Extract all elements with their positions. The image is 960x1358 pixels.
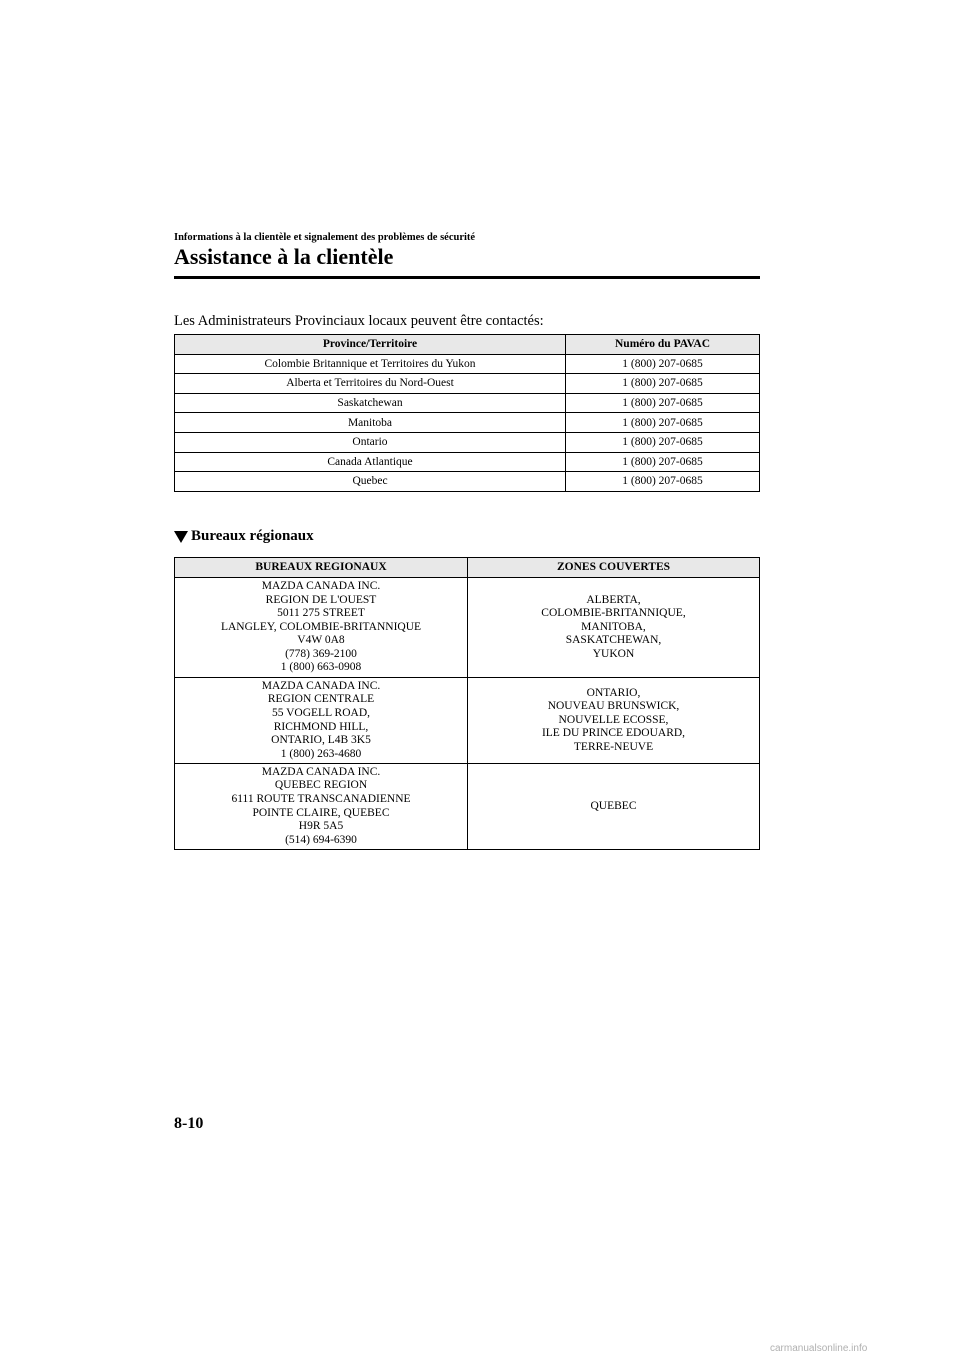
phone-cell: 1 (800) 207-0685: [566, 354, 760, 374]
province-cell: Quebec: [175, 472, 566, 492]
office-line: (514) 694-6390: [285, 833, 357, 846]
column-header-pavac: Numéro du PAVAC: [566, 335, 760, 355]
zone-line: SASKATCHEWAN,: [565, 634, 662, 647]
zone-line: ALBERTA,: [586, 593, 641, 606]
footer-watermark: carmanualsonline.info: [770, 1343, 868, 1354]
regional-table-header: [175, 558, 760, 578]
phone-cell: 1 (800) 207-0685: [566, 374, 760, 394]
province-cell: Alberta et Territoires du Nord-Ouest: [175, 374, 566, 394]
phone-cell: 1 (800) 207-0685: [566, 413, 760, 433]
office-line: H9R 5A5: [298, 820, 344, 833]
zone-line: NOUVELLE ECOSSE,: [558, 713, 669, 726]
table-row: [175, 393, 760, 413]
section-heading-text: Bureaux régionaux: [191, 528, 314, 544]
zones-cell: [468, 578, 760, 678]
office-line: LANGLEY, COLOMBIE-BRITANNIQUE: [220, 620, 422, 633]
column-header-offices: BUREAUX REGIONAUX: [175, 558, 468, 578]
table-row: [175, 678, 760, 764]
pavac-table: [174, 334, 760, 492]
office-line: (778) 369-2100: [285, 647, 357, 660]
office-cell: [175, 764, 468, 850]
office-line: REGION CENTRALE: [267, 693, 375, 706]
office-cell: [175, 678, 468, 764]
zone-line: NOUVEAU BRUNSWICK,: [547, 700, 680, 713]
page-number: 8-10: [174, 1115, 204, 1132]
office-line: 6111 ROUTE TRANSCANADIENNE: [231, 792, 411, 805]
page-title: Assistance à la clientèle: [174, 244, 394, 269]
office-line: MAZDA CANADA INC.: [261, 579, 381, 592]
table-row: [175, 452, 760, 472]
province-cell: Ontario: [175, 432, 566, 452]
phone-cell: 1 (800) 207-0685: [566, 432, 760, 452]
intro-text: Les Administrateurs Provinciaux locaux peuvent être contactés:: [174, 313, 544, 329]
table-row: [175, 764, 760, 850]
zones-cell: [468, 764, 760, 850]
office-line: V4W 0A8: [297, 634, 345, 647]
zone-line: ONTARIO,: [586, 686, 641, 699]
province-cell: Saskatchewan: [175, 393, 566, 413]
phone-cell: 1 (800) 207-0685: [566, 472, 760, 492]
zone-line: TERRE-NEUVE: [573, 740, 654, 753]
province-cell: Canada Atlantique: [175, 452, 566, 472]
column-header-zones: ZONES COUVERTES: [468, 558, 760, 578]
office-line: 5011 275 STREET: [277, 607, 365, 620]
office-line: 1 (800) 663-0908: [280, 661, 362, 674]
table-row: [175, 354, 760, 374]
office-line: 55 VOGELL ROAD,: [271, 706, 371, 719]
office-cell: [175, 578, 468, 678]
zone-line: YUKON: [592, 647, 635, 660]
office-line: QUEBEC REGION: [274, 779, 368, 792]
table-row: [175, 432, 760, 452]
province-cell: Manitoba: [175, 413, 566, 433]
table-row: [175, 413, 760, 433]
pavac-table-header: [175, 335, 760, 355]
office-line: 1 (800) 263-4680: [280, 747, 362, 760]
zone-line: ILE DU PRINCE EDOUARD,: [541, 727, 686, 740]
section-subtitle: Informations à la clientèle et signalement des problèmes de sécurité: [174, 232, 476, 243]
phone-cell: 1 (800) 207-0685: [566, 452, 760, 472]
title-rule: [174, 276, 760, 279]
triangle-down-icon: [174, 531, 188, 543]
office-line: MAZDA CANADA INC.: [261, 679, 381, 692]
office-line: RICHMOND HILL,: [273, 720, 369, 733]
zone-line: QUEBEC: [590, 799, 637, 812]
column-header-province: Province/Territoire: [175, 335, 566, 355]
office-line: ONTARIO, L4B 3K5: [271, 734, 371, 747]
province-cell: Colombie Britannique et Territoires du Yukon: [175, 354, 566, 374]
office-line: MAZDA CANADA INC.: [261, 765, 381, 778]
table-row: [175, 472, 760, 492]
zone-line: COLOMBIE-BRITANNIQUE,: [541, 607, 686, 620]
zone-line: MANITOBA,: [581, 620, 646, 633]
section-heading: [174, 528, 314, 545]
phone-cell: 1 (800) 207-0685: [566, 393, 760, 413]
table-row: [175, 578, 760, 678]
regional-offices-table: [174, 557, 760, 850]
zones-cell: [468, 678, 760, 764]
table-row: [175, 374, 760, 394]
office-line: REGION DE L'OUEST: [265, 593, 377, 606]
office-line: POINTE CLAIRE, QUEBEC: [252, 806, 390, 819]
